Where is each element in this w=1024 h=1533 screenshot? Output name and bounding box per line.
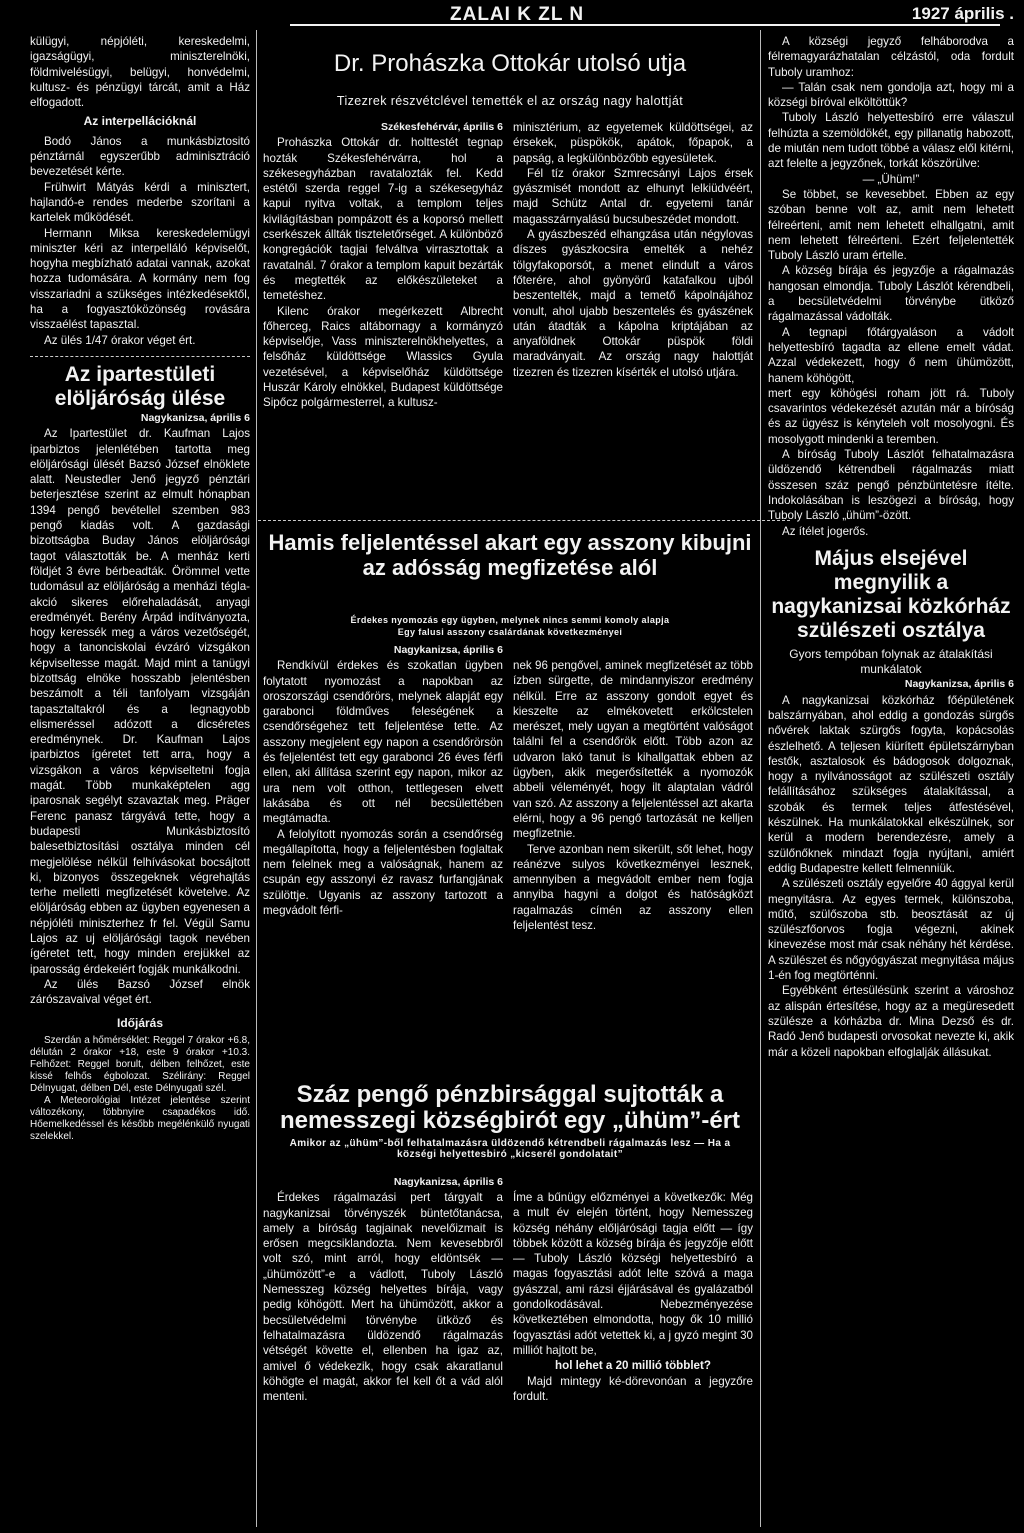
issue-date: 1927 április . [911,4,1014,23]
article-text: Egyébként értesülésünk szerint a városhoz az alispán értesítése, hogy az a megüresedett szülésze a kórházba dr. Mina Dezső és dr. Radó Jenő budapesti orvosokat nevezte ki, akik már a közeli napokban elfoglalják állásukat. [768,984,1014,1059]
masthead-rule [290,24,1000,26]
szaz-column-a [263,1175,503,1404]
article-subheadline: Egy falusi asszony csalárdának következményei [397,627,623,637]
article-text: A gyászbeszéd elhangzása után négylovas díszes gyászkocsira emelték a nehéz tölgyfakoporsót, a menet elindult a város főterére, ahol gyönyörű katafalkou ujból beszentelték, majd a temető kápolnájához vonult, ahol ujabb beszentelés és gyászének után átadták a kápolna kriptájában az anyaföldnek Ottokár püspök földi maradványait. Az ország nagy halottját tizezren és tizezren kísérték el utolsó utjára. [513,228,753,379]
article-text: Bodó János a munkásbiztositó pénztárnál egyszerűbb adminisztráció bevezetését kérte. [30,134,250,179]
article-text: nek 96 pengővel, aminek megfizetését az több ízben sürgette, de mindannyiszor eredmény nélkül. Erre az asszony gondolt egyet és kieszelte az elmékovetett erkölcstelen merészet, mely ugyan a megtörtént valóságot találni fel a csendőrök előtt. Több azon az udvaron lakó tanut is kihallgattak ebben az ügyben, akik megerősítették a nyomozók abbeli véleményét, hogy ilt alaptalan vádról van szó. Az asszony a feljelentéssel azt akarta elérni, hogy a 96 pengő tartozását ne kelljen megfizetnie. [513,659,753,841]
article-text: A községi jegyző felháborodva a félremagyarázhatalan célzástól, oda fordult Tuboly uramhoz: [768,35,1014,79]
article-headline: Hamis feljelentéssel akart egy asszony kibujni az adósság megfizetése alól [268,530,752,580]
article-text: mert egy köhögési roham jött rá. Tuboly csavarintos védekezését azután már a bíróság és az ügyész is kényteleh volt mosolyogni. És mosolygott mindenki a teremben. [768,386,1014,446]
column-3 [513,120,753,380]
divider [258,520,790,521]
article-text: — „Ühüm!” [862,172,920,186]
article-text: A nagykanizsai közkórház főépületének balszárnyában, ahol eddig a gondozás sürgős nővérek laktak szürgős fogyta, kopácsolás észlelhető. A teljesen kiürített épületszárnyban festők, asztalosok és bádogosok dolgoznak, hogy a nyilvánosságot az szülészeti osztály felállításához szükséges átalakítással, a szobák és termek teljes átfestésével, készülnek. Ha munkálatokkal elkészülnek, sor kerül a modern berendezésre, amely a szülőnőknek mindazt fogja nyújtani, amiért eddig Budapestre kellett felmenniük. [768,693,1014,875]
article-text: Az ülés Bazsó József elnök zárószavaival véget ért. [30,977,250,1007]
column-divider [760,30,761,1527]
article-subheadline: Érdekes nyomozás egy ügyben, melynek nincs semmi komoly alapja [350,615,670,625]
article-text: Íme a bűnügy előzményei a következők: Még a mult év elején történt, hogy Nemesszeg község néhány előljárósági tagja előtt — így többek között a község bírája és jegyzője előtt — Tuboly László községi helyettesbíró a magas fogyasztási adót lelte szóvá a maga gyászzal, ami rázsi éjjárásával és gyalázatból gondolkodásával. Nebezményezése következtében elmondotta, hogy ők 10 millió fogyasztási adót vetettek ki, a j gyzó megint 30 milliót hajtott be, [513,1191,753,1357]
article-text: A bíróság Tuboly Lászlót felhatalmazásra üldözendő kétrendbeli rágalmazás miatt összesen száz pengő pénzbüntetésre ítélte. Indokolásában is leszögezi a bíróság, hogy Tuboly László „ühüm”-özött. [768,448,1014,523]
article-headline: Dr. Prohászka Ottokár utolsó utja [333,50,687,77]
masthead [0,0,1024,28]
weather-text: Szerdán a hőmérséklet: Reggel 7 órakor +6.8, délután 2 órakor +18, este 9 órakor +10.3. Felhőzet: Reggel borult, délben felhőzet, este kissé felhős égbolozat. Szélirány: Reggel Délnyugat, délben Dél, este Délnyugati szél. [30,1034,250,1094]
article-text: A község bírája és jegyzője a rágalmazás hangosan elmondja. Tuboly Lászlót kérendbeli, a becsületvédelmi törvénybe ütköző rágalmazással vádolták. [768,264,1014,324]
dateline: Nagykanizsa, április 6 [904,678,1014,691]
dateline: Székesfehérvár, április 6 [381,121,503,133]
article-text: A tegnapi főtárgyaláson a vádolt helyettesbíró tagadta az ellene emelt vádat. Azzal védekezett, hogy ő nem ühümözött, hanem köhögött, [768,325,1014,385]
article-subheadline: Tizezrek részvétclével temették el az ország nagy halottját [336,94,684,108]
column-1 [30,34,250,1143]
column-2 [263,120,503,411]
article-text: Se többet, se kevesebbet. Ebben az egy szóban benne volt az, amit nem lehetett félreérteni, amit nem lehetett elhallgatni, amit nem lehetett félreérteni. Ezért feljelentették Tuboly László uram értelle. [768,187,1014,263]
article-text: Prohászka Ottokár dr. holttestét tegnap hozták Székesfehérvárra, hol a székesegyházban ravatalozták fel. Kedd estétől szerda reggel 7-ig a székesegyház kapui nyitva voltak, a templom teljes kivilágításban pompázott és a koporsó mellett cserkészek állták tiszteletőrséget. A különböző kongregációk tagjai felváltva virrasztottak a ravatalnál. 7 órakor a templom kapuit bezárták és megtették az előkészületeket a temetéshez. [263,136,503,303]
article-text: Fél tíz órakor Szmrecsányi Lajos érsek gyászmisét mondott az elhunyt lelkiüdvéért, majd Schütz Antal dr. egyetemi tanár magasszárnyalású bucsubeszédet mondott. [513,166,753,226]
hamis-column-a [263,643,503,918]
column-4 [768,34,1014,1060]
article-text: Az Ipartestület dr. Kaufman Lajos iparbiztos jelenlétében tartotta meg elöljárósági ülését Bazsó József elnöklete alatt. Neustedler Jenő jegyző pénztári beterjesztése szerint az elmult hónapban 1394 pengő bevétellel szemben 983 pengő kiadás volt. A gazdasági bizottságba Buday János elöljárósági tagot választották be. A menház kerti földjét 3 évre bérbeadták. Örömmel vette tudomásul az elöljáróság a menházi tégla-akció sikeres előrehaladását, anyagi eredményét. Berény Árpád indítványozta, hogy keressék meg a város vezetőségét, hogy a tanonciskolai évzáró vizsgákon képviseltesse magát. Majd mint a tanügyi bizottság elnöke hosszabb jelentésben beszámolt a téli tanfolyam vizsgáján tapasztaltakról és a legnagyobb elismeréssel adózott a dicséretes eredménynek. Dr. Kaufman Lajos iparbiztos ígéretet tett arra, hogy a vizsgákon a város képviseltetni fogja magát. Több munkaképtelen agg iparosnak segélyt szavaztak meg. Präger Ferenc panasz tárgyává tette, hogy a budapesti Munkásbiztosító balesetbiztosítási osztálya minden cél megjelölése nélkül felhívásokat bocsájtott ki, bizonyos összegeknek végrehajtás terhe melletti megfizetését követelve. Az elöljáróság ebben az ügyben egyenesen a népjóléti miniszterhez fr fel. Végül Samu Lajos az uj elöljárósági tagok nevében ígéretet tett, hogy minden erejükkel az iparosság érdekeiért fogják munkálkodni. [30,427,250,976]
article-text: Terve azonban nem sikerült, sőt lehet, hogy reánézve sulyos következményei lesznek, amennyiben a megvádolt ember nem fogja annyiba hagyni a dolgot és hatóságközt ragalmazás címén az asszony ellen feljelentést tesz. [513,842,753,933]
article-text: hol lehet a 20 millió többlet? [555,1359,711,1373]
article-text: — Talán csak nem gondolja azt, hogy mi a községi bíróval elköltöttük? [768,80,1014,110]
article-text: külügyi, népjóléti, kereskedelmi, igazságügyi, miniszterelnöki, földmivelésügyi, belügyi, honvédelmi, kultusz- és pénzügyi tárcát, amit a Ház elfogadott. [30,35,250,110]
article-text: minisztérium, az egyetemek küldöttségei, az érsekek, püspökök, apátok, főpapok, a papság, a legkülönbözőbb egyesületek. [513,121,753,165]
dateline: Nagykanizsa, április 6 [393,1176,503,1188]
article-subheadline: Amikor az „ühüm”-ből felhatalmazásra üldözendő kétrendbeli rágalmazás lesz — Ha a községi helyettesbiró „kicserél gondolatait” [289,1138,731,1160]
article-subheadline: Gyors tempóban folynak az átalakítási munkálatok [789,646,993,677]
article-headline: Száz pengő pénzbirsággal sujtották a nemesszegi községbirót egy „ühüm”-ért [279,1081,741,1134]
article-headline: Május elsejével megnyilik a nagykanizsai közkórház szülészeti osztálya [771,546,1011,642]
newspaper-title: ZALAI K ZL N [450,4,585,25]
article-text: Frühwirt Mátyás kérdi a minisztert, hajlandó-e rendes mederbe szorítani a kartelek működését. [30,180,250,225]
article-text: Az ítélet jogerős. [782,524,869,538]
weather-forecast: A Meteorológiai Intézet jelentése szerint változékony, többnyire csapadékos idő. Hőemelkedéssel és később megélénkülő nyugati szelekkel. [30,1094,250,1142]
column-divider [256,30,257,1527]
article-text: Kilenc órakor megérkezett Albrecht főherceg, Raics altábornagy a kormányzó képviselője, Vass miniszterelnökhelyettes, a felsőház küldöttsége Wlassics Gyula vezetésével, a képviselőház küldöttsége Huszár Károly elnökkel, Budapest küldöttsége Sipőcz polgármesterrel, a kultusz- [263,304,503,410]
article-text: Tuboly László helyettesbíró erre válaszul felhúzta a szemöldökét, egy pillanatig habozott, de miután nem tudott többé a válasz elől kitérni, azt felelte a jegyzőnek, torkát köszörülve: [768,111,1014,171]
article-text: A szülészeti osztály egyelőre 40 ággyal kerül megnyitásra. Az egyes termek, különszoba, műtő, szülőszoba stb. beosztását az új szülészfőorvos fogja végezni, akinek kinevezése most már csak néhány hét kérdése. A szülészet és nőgyógyászat megnyitása május 1-én fog megtörténni. [768,877,1014,983]
szaz-column-b [513,1190,753,1404]
article-text: Az ülés 1/47 órakor véget ért. [44,333,196,347]
dateline: Nagykanizsa, április 6 [393,644,503,656]
article-text: Érdekes rágalmazási pert tárgyalt a nagykanizsai törvényszék büntetőtanácsa, amely a bíróság tagjainak nevelőizmait is erősen megcsiklandozta. Nem kevesebbről volt szó, mint arról, hogy eldöntsék — „ühümözött”-e a vádlott, Tuboly László Nemesszeg község helyettes bírája, vagy pedig köhögött. Mert ha ühümözött, akkor a becsületvédelmi törvénybe ütköző és felhatalmazásra üldözendő rágalmazás vétségét követte el, ellenben ha igaz az, amivel ő védekezik, hogy csak akaratlanul köhögte el magát, akkor fel kell őt a vád alól menteni. [263,1191,503,1404]
article-text: Rendkívül érdekes és szokatlan ügyben folytatott nyomozást a napokban az oroszországi csendőrörs, melynek alapját egy garabonci földműves feleségének a csendőrségehez tett feljelentése tette. Az asszony megjelent egy napon a csendőrörsön és feljelentést tett egy garabonci 26 éves férfi ellen, aki állítása szerint egy napon, mikor az ura nem volt otthon, tettlegesen elvett lakásába és ott nél becsülettében megtámadta. [263,659,503,826]
article-text: Hermann Miksa kereskedelemügyi miniszter kéri az interpelláló képviselőt, hogyha megbízható adatai vannak, azokat hozza tudomására. A kormány nem fog visszariadni a szükséges intézkedésektől, ha a fogyasztóközönség rovására visszaélést tapasztal. [30,226,250,332]
article-text: Majd mintegy ké-dörevonóan a jegyzőre fordult. [513,1374,753,1403]
section-heading: Az interpellációknál [83,114,197,129]
article-text: A felolyított nyomozás során a csendőrség megállapította, hogy a feljelentésben foglaltak nem felelnek meg a valóságnak, hanem az csupán egy asszonyi éz ravasz furfangjának szülöttje. Ugyanis az asszony tartozott a megvádolt férfi- [263,827,503,918]
dateline: Nagykanizsa, április 6 [140,411,250,424]
article-headline: Az ipartestületi elöljáróság ülése [54,362,226,410]
weather-heading: Időjárás [116,1015,164,1030]
divider [30,356,250,357]
hamis-column-b [513,658,753,933]
